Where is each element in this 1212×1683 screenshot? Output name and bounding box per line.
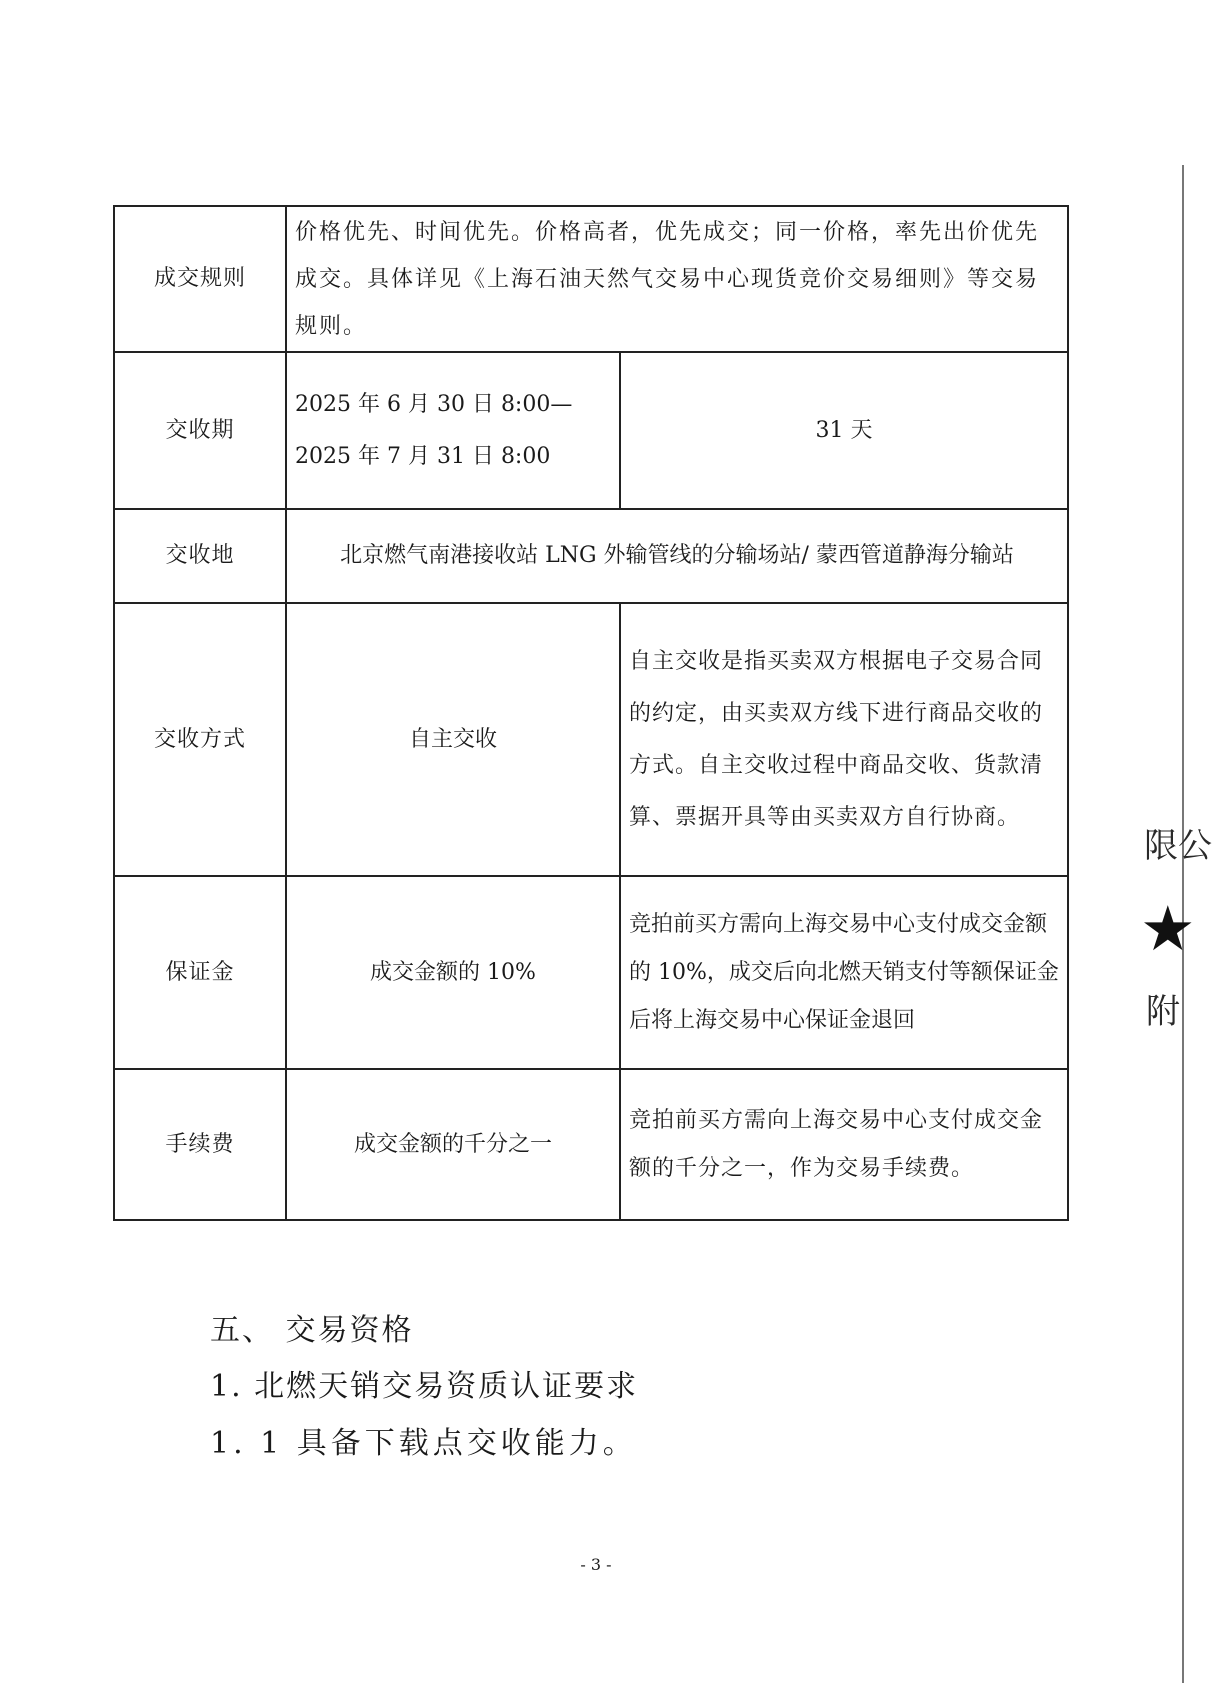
delivery-duration-text: 31 天 — [620, 352, 1068, 509]
row-label: 交收期 — [114, 352, 286, 509]
company-seal — [1140, 800, 1212, 1060]
fee-value: 成交金额的千分之一 — [286, 1069, 620, 1220]
delivery-method-note: 自主交收是指买卖双方根据电子交易合同的约定，由买卖双方线下进行商品交收的方式。自主交收过程中商品交收、货款清算、票据开具等由买卖双方自行协商。 — [620, 603, 1068, 876]
row-label: 交收方式 — [114, 603, 286, 876]
requirement-item: 1. 1 具备下载点交收能力。 — [210, 1426, 637, 1461]
row-label: 手续费 — [114, 1069, 286, 1220]
delivery-period-text: 2025 年 6 月 30 日 8:00—2025 年 7 月 31 日 8:00 — [286, 352, 620, 509]
seal-text-top: 限公 — [1144, 826, 1212, 866]
row-label: 保证金 — [114, 876, 286, 1069]
table-row — [114, 876, 1068, 1069]
sub-heading: 1. 北燃天销交易资质认证要求 — [210, 1369, 639, 1404]
table-row — [114, 206, 1068, 352]
row-label: 交收地 — [114, 509, 286, 603]
table-row — [114, 352, 1068, 509]
table-row — [114, 1069, 1068, 1220]
fee-note: 竞拍前买方需向上海交易中心支付成交金额的千分之一，作为交易手续费。 — [620, 1069, 1068, 1220]
deposit-value: 成交金额的 10% — [286, 876, 620, 1069]
page-number: - 3 - — [580, 1555, 612, 1574]
trade-rules-text: 价格优先、时间优先。价格高者，优先成交；同一价格，率先出价优先成交。具体详见《上海石油天然气交易中心现货竞价交易细则》等交易规则。 — [286, 206, 1068, 352]
section-heading: 五、 交易资格 — [210, 1313, 414, 1348]
table-row — [114, 509, 1068, 603]
info-table — [113, 205, 1069, 1221]
star-icon: ★ — [1140, 892, 1196, 965]
table-row — [114, 603, 1068, 876]
delivery-method-value: 自主交收 — [286, 603, 620, 876]
seal-text-bottom: 附 — [1146, 992, 1180, 1032]
delivery-location-text: 北京燃气南港接收站 LNG 外输管线的分输场站/ 蒙西管道静海分输站 — [286, 509, 1068, 603]
row-label: 成交规则 — [114, 206, 286, 352]
deposit-note: 竞拍前买方需向上海交易中心支付成交金额的 10%，成交后向北燃天销支付等额保证金后将上海交易中心保证金退回 — [620, 876, 1068, 1069]
